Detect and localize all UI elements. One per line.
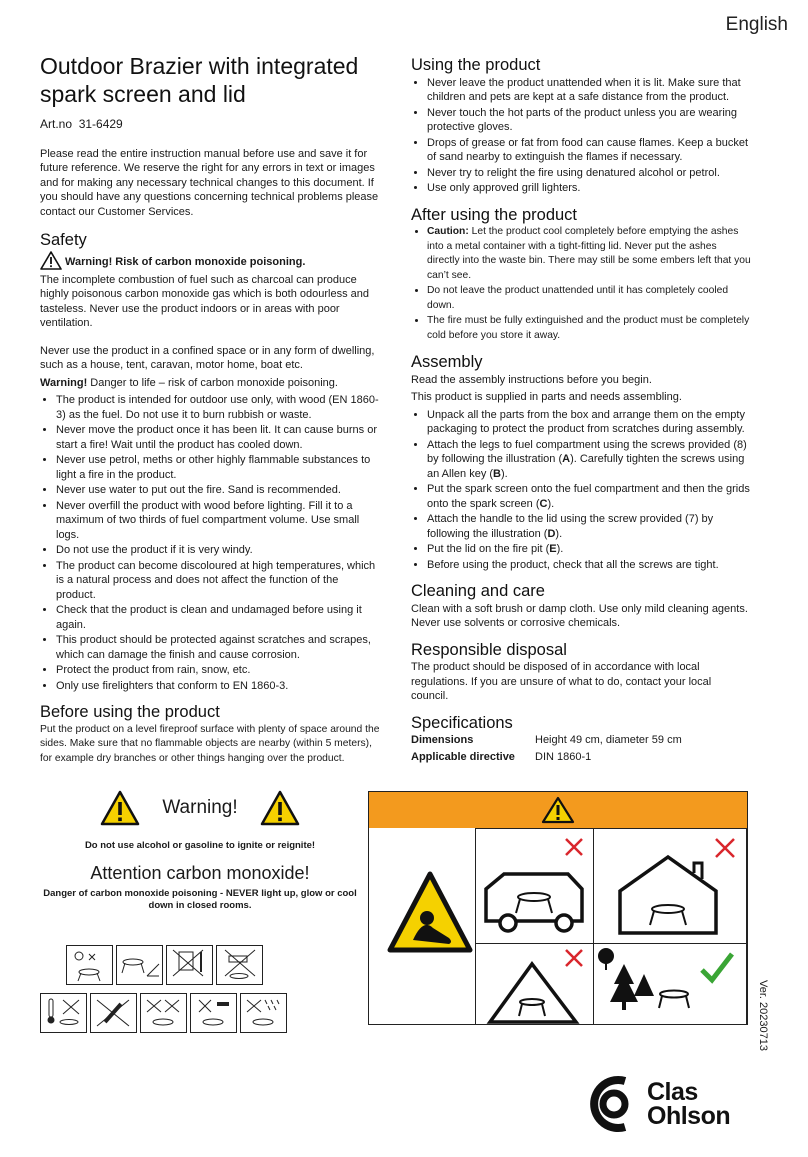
assembly-heading: Assembly <box>411 353 483 371</box>
specs-heading: Specifications <box>411 713 513 732</box>
list-item: • Never use water to put out the fire. Sand is recommended. <box>56 483 380 498</box>
no-water-pictogram <box>216 945 263 985</box>
list-item: • Attach the handle to the lid using the screw provided (7) by following the illustration (D). <box>427 512 751 541</box>
pictogram-grid <box>40 945 360 1041</box>
attention-subtitle: Danger of carbon monoxide poisoning - NEVER light up, glow or cool down in closed rooms. <box>43 888 357 911</box>
list-item: • The product can become discoloured at high temperatures, which is a natural process and does not affect the function of the product. <box>56 559 380 603</box>
article-number: Art.no 31-6429 <box>40 117 123 131</box>
house-icon <box>594 829 748 945</box>
language-label: English <box>725 14 788 35</box>
brand-logo <box>587 1073 730 1135</box>
no-move-pictogram <box>190 993 237 1033</box>
assembly-p1: Read the assembly instructions before you begin. <box>411 373 652 386</box>
assembly-list <box>411 408 751 573</box>
cross-icon <box>566 839 582 855</box>
list-item: • Check that the product is clean and undamaged before using it again. <box>56 603 380 632</box>
using-list <box>411 76 751 196</box>
no-spray-pictogram <box>90 993 137 1033</box>
outdoor-cell <box>593 943 747 1025</box>
tent-cell <box>475 943 594 1025</box>
version-label: Ver. 20230713 <box>757 980 769 1051</box>
list-item: • Put the spark screen onto the fuel compartment and then the grids onto the spark screen (C). <box>427 482 751 511</box>
after-list <box>411 225 751 343</box>
list-item: • Use only approved grill lighters. <box>427 181 751 196</box>
list-item: • Put the lid on the fire pit (E). <box>427 542 751 557</box>
house-cell <box>593 828 747 944</box>
list-item: • Never leave the product unattended when it is lit. Make sure that children and pets are kept at a safe distance from the product. <box>427 76 751 105</box>
attention-title: Attention carbon monoxide! <box>90 863 310 883</box>
warning-triangle-icon <box>40 251 62 270</box>
thermometer-pictogram <box>40 993 87 1033</box>
list-item: • Do not use the product if it is very windy. <box>56 543 380 558</box>
no-fuel-pictogram <box>166 945 213 985</box>
before-text: Put the product on a level fireproof surface with plenty of space around the sides. Make sure that no flammable objects are nearby (within 5 meters), for example dry branches or other things hanging over the product. <box>40 723 380 764</box>
list-item: • Do not leave the product unattended until it has completely cooled down. <box>427 284 751 313</box>
spec-row: Dimensions Height 49 cm, diameter 59 cm <box>411 734 682 746</box>
clas-ohlson-logo-icon <box>587 1073 639 1135</box>
left-column <box>40 52 380 769</box>
level-surface-pictogram <box>116 945 163 985</box>
intro-text: Please read the entire instruction manual before use and save it for future reference. We reserve the right for any errors in text or images and for making any necessary technical changes to this document. If you should have any questions concerning technical problems please contact our Customer Services. <box>40 147 379 218</box>
car-cell <box>475 828 594 944</box>
safety-heading: Safety <box>40 231 87 249</box>
disposal-heading: Responsible disposal <box>411 640 567 659</box>
warning-title: Warning! <box>162 797 238 818</box>
warning-triangle-icon <box>541 796 575 824</box>
car-icon <box>476 829 595 945</box>
list-item: • Protect the product from rain, snow, etc. <box>56 663 380 678</box>
safety-paragraph-2: Never use the product in a confined space or in any form of dwelling, such as a house, tent, caravan, motor home, boat etc. <box>40 344 375 371</box>
no-rain-pictogram <box>240 993 287 1033</box>
warning-triangle-icon <box>260 790 300 826</box>
spec-row: Applicable directive DIN 1860-1 <box>411 750 592 763</box>
list-item: • Caution: Let the product cool completely before emptying the ashes into a metal container with a tight-fitting lid. Never put the ashes directly into the waste bin. There may still be some embers left that you can’t see. <box>427 225 751 283</box>
safety-list <box>40 393 380 693</box>
using-heading: Using the product <box>411 56 541 74</box>
list-item: • Never touch the hot parts of the product unless you are wearing protective gloves. <box>427 106 751 135</box>
after-heading: After using the product <box>411 205 578 224</box>
list-item: • Never overfill the product with wood before lighting. Fill it to a maximum of two thirds of fuel compartment volume. Use small logs. <box>56 499 380 543</box>
list-item: • Never try to relight the fire using denatured alcohol or petrol. <box>427 166 751 181</box>
list-item: • Before using the product, check that all the screws are tight. <box>427 558 751 573</box>
right-column <box>411 58 751 766</box>
list-item: • Never use petrol, meths or other highly flammable substances to light a fire in the product. <box>56 453 380 482</box>
check-icon <box>702 954 732 980</box>
list-item: • Unpack all the parts from the box and arrange them on the empty packaging to protect the product from scratches during assembly. <box>427 408 751 437</box>
orange-header-bar <box>369 792 747 828</box>
carbon-monoxide-panel <box>368 791 748 1025</box>
list-item: • Attach the legs to fuel compartment using the screws provided (8) by following the illustration (A). Carefully tighten the screws using an Allen key (B). <box>427 438 751 482</box>
cross-icon <box>566 950 582 966</box>
weather-pictogram <box>66 945 113 985</box>
safety-paragraph-1: The incomplete combustion of fuel such as charcoal can produce highly poisonous carbon monoxide gas which is both odourless and tasteless. Never use the product indoors or in areas with poor ventilation. <box>40 273 369 329</box>
warning-subtitle: Do not use alcohol or gasoline to ignite or reignite! <box>84 840 316 851</box>
assembly-p2: This product is supplied in parts and needs assembling. <box>411 391 682 403</box>
co-poisoning-icon <box>387 870 473 956</box>
warning-triangle-icon <box>100 790 140 826</box>
list-item: • The fire must be fully extinguished and the product must be completely cold before you store it away. <box>427 314 751 343</box>
tent-icon <box>476 944 595 1026</box>
list-item: • This product should be protected against scratches and scrapes, which can damage the finish and cause corrosion. <box>56 633 380 662</box>
document-title: Outdoor Brazier with integrated spark screen and lid <box>40 53 359 107</box>
safety-paragraph-3: Warning! Danger to life – risk of carbon monoxide poisoning. <box>40 376 338 389</box>
list-item: • Only use firelighters that conform to EN 1860-3. <box>56 679 380 694</box>
cleaning-text: Clean with a soft brush or damp cloth. Use only mild cleaning agents. Never use solvents or corrosive chemicals. <box>411 602 748 629</box>
disposal-text: The product should be disposed of in accordance with local regulations. If you are unsure of what to do, contact your local council. <box>411 661 712 702</box>
before-heading: Before using the product <box>40 703 220 721</box>
cleaning-heading: Cleaning and care <box>411 582 545 600</box>
warning-panel <box>40 788 360 912</box>
list-item: • Never move the product once it has been lit. It can cause burns or start a fire! Wait until the product has cooled down. <box>56 423 380 452</box>
list-item: • Drops of grease or fat from food can cause flames. Keep a bucket of sand nearby to extinguish the flames if necessary. <box>427 136 751 165</box>
cross-icon <box>716 839 734 857</box>
list-item: • The product is intended for outdoor use only, with wood (EN 1860-3) as the fuel. Do not use it to burn rubbish or waste. <box>56 393 380 422</box>
brand-name: Clas Ohlson <box>647 1078 731 1130</box>
trees-icon <box>594 944 748 1026</box>
no-wind-pictogram <box>140 993 187 1033</box>
co-warning-line: Warning! Risk of carbon monoxide poisoning. <box>40 251 380 270</box>
